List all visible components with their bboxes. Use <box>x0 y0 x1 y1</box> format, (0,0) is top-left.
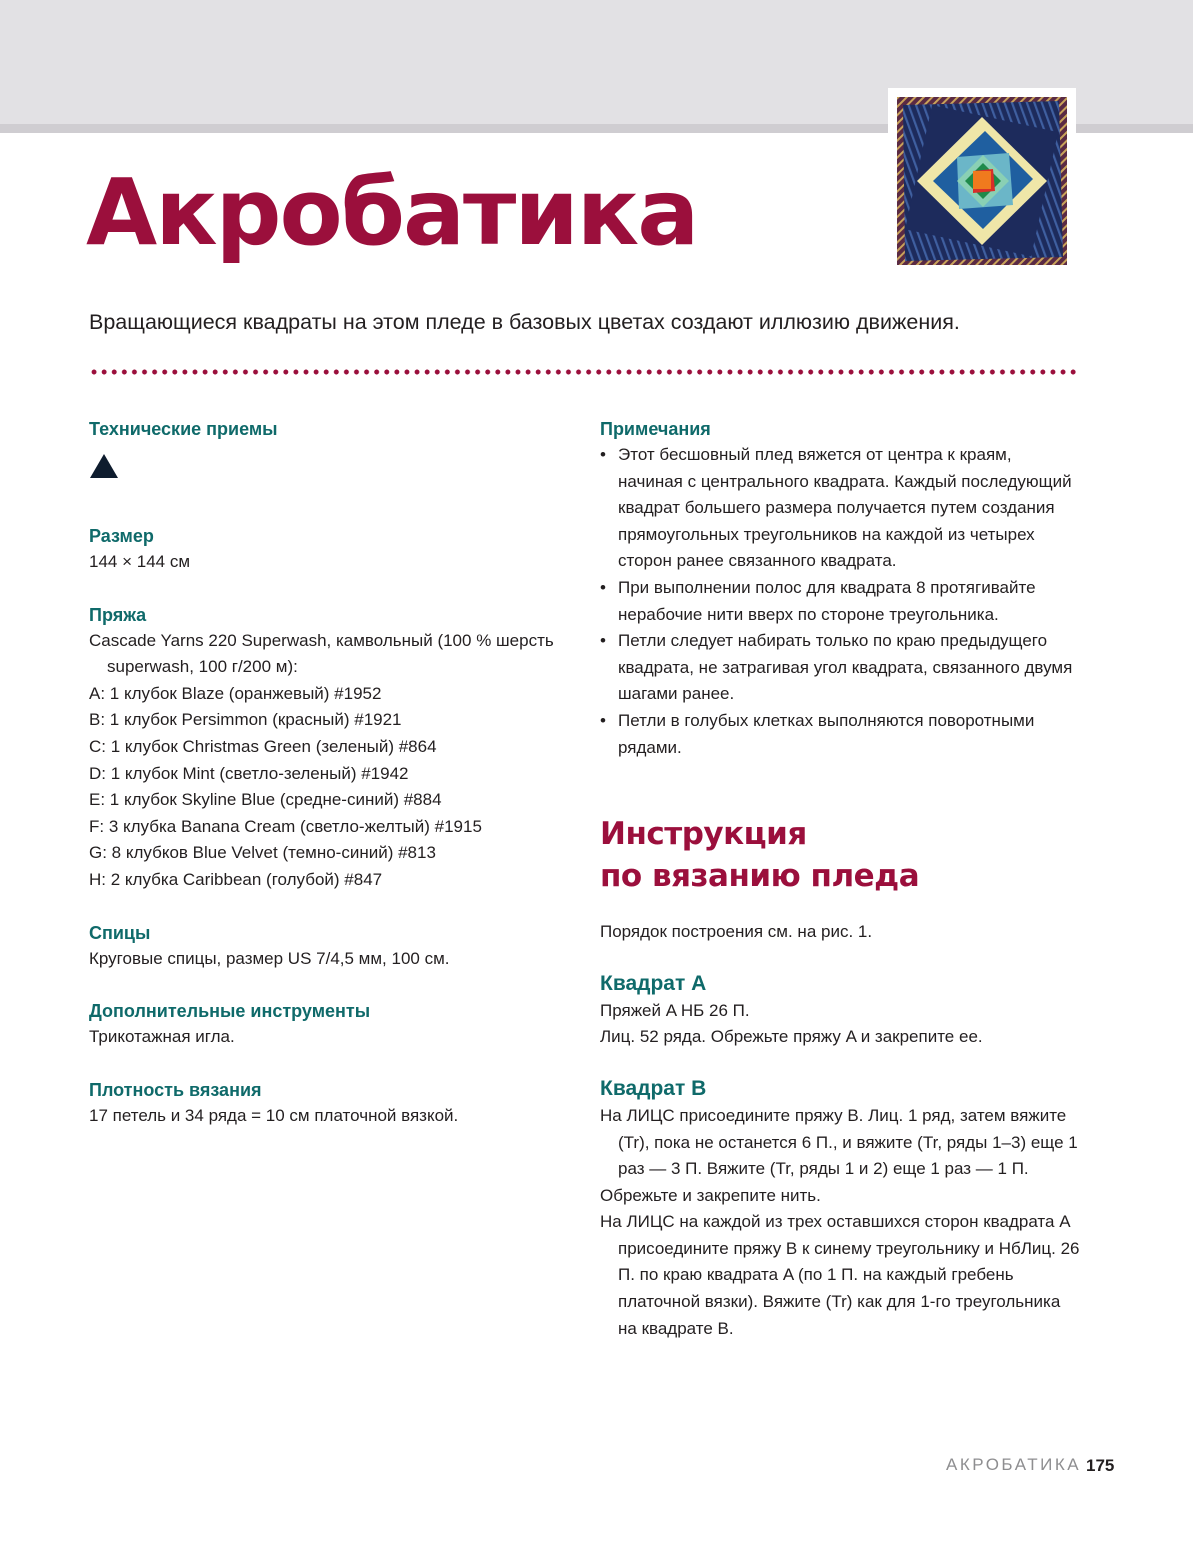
notes-heading: Примечания <box>600 419 711 439</box>
gauge-value: 17 петель и 34 ряда = 10 см платочной вязкой. <box>89 1105 459 1125</box>
yarn-heading: Пряжа <box>89 604 147 625</box>
right-column <box>600 416 1080 1342</box>
list-item <box>600 442 1080 575</box>
yarn-line: D: 1 клубок Mint (светло-зеленый) #1942 <box>89 763 409 783</box>
square-a-heading: Квадрат А <box>600 971 707 995</box>
note-text: Этот бесшовный плед вяжется от центра к краям, начиная с центрального квадрата. Каждый последующий квадрат большего размера получается путем создания прямоугольных треугольников на каждой из четырех сторон ранее связанного квадрата. <box>618 445 1072 571</box>
square-a-line: Лиц. 52 ряда. Обрежьте пряжу A и закрепите ее. <box>600 1027 983 1047</box>
size-heading: Размер <box>89 526 154 546</box>
instructions-intro: Порядок построения см. на рис. 1. <box>600 922 873 942</box>
gauge-heading: Плотность вязания <box>89 1079 262 1100</box>
blanket-thumbnail <box>897 97 1067 265</box>
dotted-divider <box>89 368 1079 376</box>
square-a-line: Пряжей A НБ 26 П. <box>600 1000 750 1020</box>
needles-value: Круговые спицы, размер US 7/4,5 мм, 100 см. <box>89 948 450 968</box>
needles-heading: Спицы <box>89 922 151 943</box>
yarn-line: H: 2 клубка Caribbean (голубой) #847 <box>89 869 383 889</box>
yarn-line: G: 8 клубков Blue Velvet (темно-синий) #813 <box>89 843 436 863</box>
square-b-paragraph: На ЛИЦС на каждой из трех оставшихся сторон квадрата A присоедините пряжу B к синему треугольнику и НбЛиц. 26 П. по краю квадрата A (по 1 П. на каждый гребень платочной вязки). Вяжите (Tr) как для 1-го треугольника на квадрате B. <box>600 1212 1080 1338</box>
instructions-heading-line: по вязанию пледа <box>600 858 920 895</box>
size-value: 144 × 144 см <box>89 552 191 571</box>
square-b-paragraph: Обрежьте и закрепите нить. <box>600 1185 821 1205</box>
list-item <box>600 628 1080 708</box>
notes-list <box>600 442 1080 761</box>
page-number: 175 <box>1086 1456 1115 1475</box>
bullet-icon: • <box>600 577 606 597</box>
bullet-icon: • <box>600 445 606 464</box>
yarn-line: F: 3 клубка Banana Cream (светло-желтый) #1915 <box>89 816 482 836</box>
note-text: Петли следует набирать только по краю предыдущего квадрата, не затрагивая угол квадрата, связанного двумя шагами ранее. <box>618 631 1073 704</box>
bullet-icon: • <box>600 710 606 730</box>
instructions-heading-line: Инструкция <box>600 816 807 853</box>
yarn-line: B: 1 клубок Persimmon (красный) #1921 <box>89 710 402 730</box>
square-b-paragraph: На ЛИЦС присоедините пряжу B. Лиц. 1 ряд, затем вяжите (Tr), пока не останется 6 П., и вяжите (Tr, ряды 1–3) еще 1 раз — 3 П. Вяжите (Tr, ряды 1 и 2) еще 1 раз — 1 П. <box>600 1105 1078 1179</box>
yarn-line: A: 1 клубок Blaze (оранжевый) #1952 <box>89 683 382 703</box>
yarn-line: Cascade Yarns 220 Superwash, камвольный (100 % шерсть superwash, 100 г/200 м): <box>89 630 554 677</box>
instructions-heading <box>600 813 1080 897</box>
page-title: Акробатика <box>86 159 698 266</box>
square-b-heading: Квадрат В <box>600 1076 707 1100</box>
yarn-line: E: 1 клубок Skyline Blue (средне-синий) #884 <box>89 790 442 810</box>
note-text: При выполнении полос для квадрата 8 протягивайте нерабочие нити вверх по стороне треугольника. <box>618 577 1036 624</box>
list-item <box>600 708 1080 761</box>
bullet-icon: • <box>600 631 606 651</box>
footer-section-title: АКРОБАТИКА <box>946 1455 1082 1474</box>
list-item <box>600 575 1080 628</box>
techniques-heading: Технические приемы <box>89 419 278 439</box>
tools-heading: Дополнительные инструменты <box>89 1001 371 1022</box>
note-text: Петли в голубых клетках выполняются поворотными рядами. <box>618 710 1035 757</box>
yarn-line: C: 1 клубок Christmas Green (зеленый) #864 <box>89 736 437 756</box>
tools-value: Трикотажная игла. <box>89 1027 235 1047</box>
page-subtitle: Вращающиеся квадраты на этом пледе в базовых цветах создают иллюзию движения. <box>89 310 960 334</box>
left-column <box>89 416 559 1129</box>
triangle-icon <box>89 452 119 480</box>
